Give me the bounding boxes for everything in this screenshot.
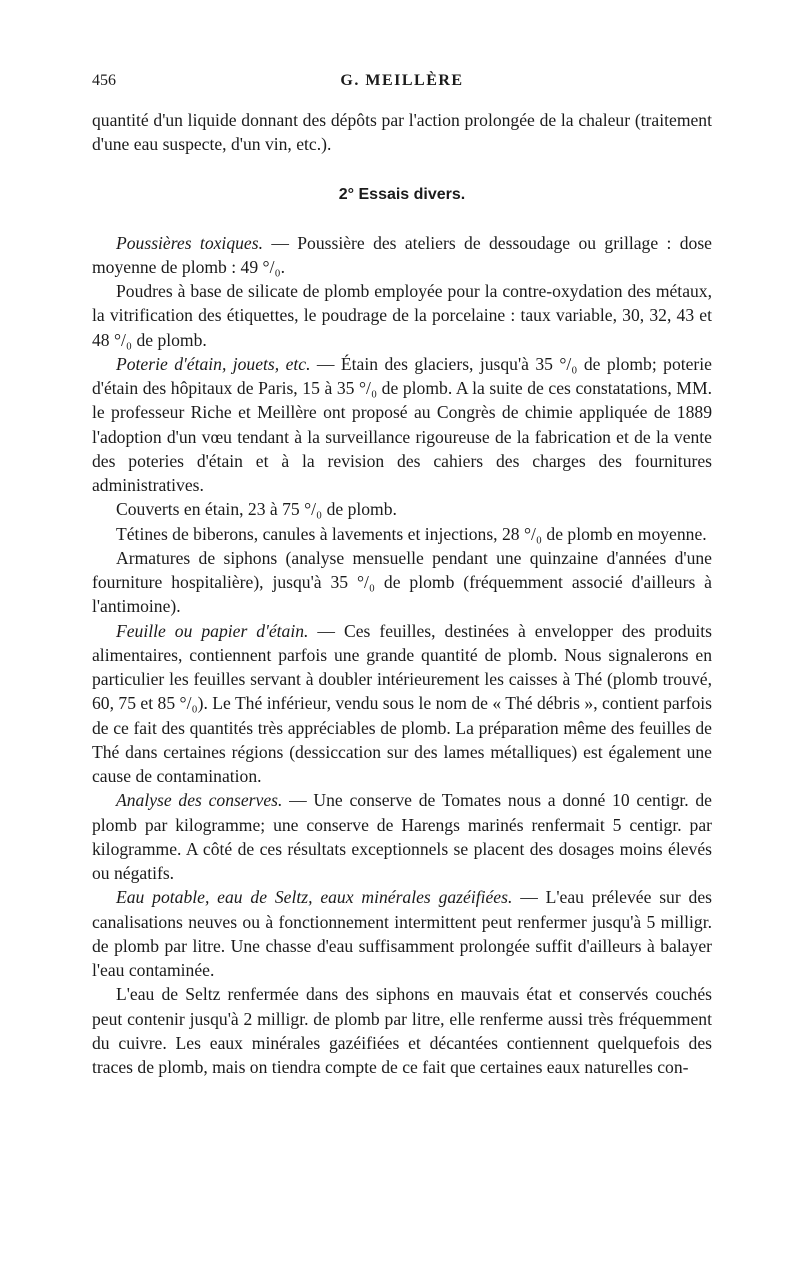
page-number: 456: [92, 72, 116, 89]
page-header: [92, 72, 712, 96]
paragraph: [92, 279, 712, 352]
page-body: [92, 108, 712, 1079]
paragraph-text: — L'eau prélevée sur des canalisations neuves ou à fonctionnement intermittent peut renfermer jusqu'à 5 milligr. de plomb par litre. Une chasse d'eau suffisamment prolongée suffit d'ailleurs à balayer l'eau contaminée.: [92, 887, 713, 980]
paragraph-lead: Eau potable, eau de Seltz, eaux minérales gazéifiées.: [116, 887, 513, 908]
paragraph-text: Tétines de biberons, canules à lavements et injections, 28 °/₀ de plomb en moyenne.: [116, 523, 707, 544]
opening-paragraph: quantité d'un liquide donnant des dépôts par l'action prolongée de la chaleur (traitement d'une eau suspecte, d'un vin, etc.).: [92, 110, 712, 155]
running-title: G. MEILLÈRE: [340, 72, 464, 89]
paragraph: [92, 546, 712, 619]
paragraph: [92, 522, 712, 546]
paragraph-text: — Une conserve de Tomates nous a donné 10 centigr. de plomb par kilogramme; une conserve de Harengs marinés renfermait 5 centigr. par kilogramme. A côté de ces résultats exceptionnels se placent des dosages moins élevés ou négatifs.: [92, 790, 712, 883]
paragraph-text: Poudres à base de silicate de plomb employée pour la contre-oxydation des métaux, la vitrification des étiquettes, le poudrage de la porcelaine : taux variable, 30, 32, 43 et 48 °/₀ de plomb.: [92, 281, 712, 350]
paragraph-text: — Ces feuilles, destinées à envelopper des produits alimentaires, contiennent parfois une grande quantité de plomb. Nous signalerons en particulier les feuilles servant à doubler intérieurement les caisses à Thé (plomb trouvé, 60, 75 et 85 °/₀). Le Thé inférieur, vendu sous le nom de « Thé débris », contient parfois de ce fait des quantités très appréciables de plomb. La préparation même des feuilles de Thé dans certaines régions (dessiccation sur des lames métalliques) est également une cause de contamination.: [92, 620, 713, 786]
paragraph-text: Armatures de siphons (analyse mensuelle pendant une quinzaine d'années d'une fourniture hospitalière), jusqu'à 35 °/₀ de plomb (fréquemment associé d'ailleurs à l'antimoine).: [92, 547, 712, 617]
paragraph-lead: Poussières toxiques.: [116, 232, 263, 253]
paragraph: [92, 352, 712, 498]
paragraph: [92, 788, 712, 885]
paragraph: [92, 231, 712, 280]
paragraph: [92, 619, 712, 789]
paragraph-text: — Poussière des ateliers de dessoudage ou grillage : dose moyenne de plomb : 49 °/₀.: [92, 232, 712, 277]
paragraph-text: — Étain des glaciers, jusqu'à 35 °/₀ de plomb; poterie d'étain des hôpitaux de Paris, 15 à 35 °/₀ de plomb. A la suite de ces constatations, MM. le professeur Riche et Meillère ont proposé au Congrès de chimie appliquée de 1889 l'adoption d'un vœu tendant à la surveillance rigoureuse de la fabrication et de la vente des poteries d'étain et à la revision des cahiers des charges des fournitures administratives.: [92, 353, 712, 495]
paragraph: [92, 497, 712, 521]
paragraph-text: L'eau de Seltz renfermée dans des siphons en mauvais état et conservés couchés peut contenir jusqu'à 2 milligr. de plomb par litre, elle renferme aussi très fréquemment du cuivre. Les eaux minérales gazéifiées et décantées contiennent quelquefois des traces de plomb, mais on tiendra compte de ce fait que certaines eaux naturelles con-: [92, 984, 712, 1077]
section-heading: 2° Essais divers.: [338, 185, 466, 203]
paragraph-lead: Poterie d'étain, jouets, etc.: [116, 353, 311, 374]
paragraph-text: Couverts en étain, 23 à 75 °/₀ de plomb.: [116, 499, 397, 520]
paragraph: [92, 982, 712, 1079]
paragraph-lead: Feuille ou papier d'étain.: [116, 620, 309, 641]
paragraph: [92, 885, 712, 982]
paragraph-lead: Analyse des conserves.: [116, 790, 283, 811]
